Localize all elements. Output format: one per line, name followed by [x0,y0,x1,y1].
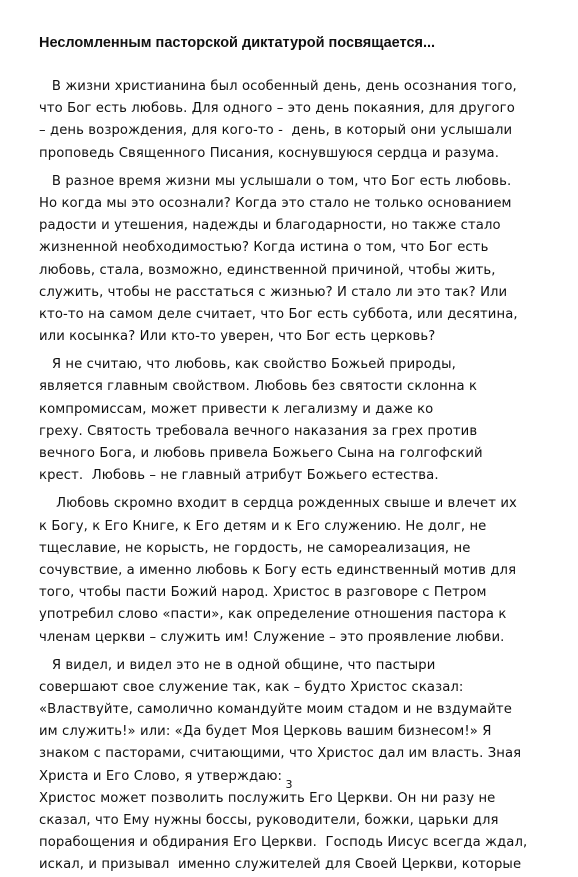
paragraph [39,76,544,165]
text-line: что Бог есть любовь. Для одного – это день покаяния, для другого [39,101,515,117]
text-line: искал, и призывал именно служителей для Своей Церкви, которые [39,857,522,873]
text-line: Любовь скромно входит в сердца рожденных свыше и влечет их [39,496,517,512]
paragraph [39,171,544,349]
text-line: тщеславие, не корысть, не гордость, не самореализация, не [39,540,471,556]
text-line: В разное время жизни мы услышали о том, что Бог есть любовь. [39,173,512,189]
text-line: Но когда мы это осознали? Когда это стало не только основанием [39,195,512,211]
paragraph [39,493,544,648]
paragraph [39,354,544,487]
text-line: Христа и Его Слово, я утверждаю: [39,768,283,784]
text-line: компромиссам, может привести к легализму и даже ко [39,401,434,417]
page-title: Несломленным пасторской диктатурой посвящается... [39,35,436,51]
text-line: того, чтобы пасти Божий народ. Христос в разговоре с Петром [39,585,487,601]
text-line: кто-то на самом деле считает, что Бог есть суббота, или десятина, [39,306,518,322]
text-line: к Богу, к Его Книге, к Его детям и к Его служению. Не долг, не [39,518,487,534]
text-line: или косынка? Или кто-то уверен, что Бог есть церковь? [39,329,436,345]
text-line: служить, чтобы не расстаться с жизнью? И стало ли это так? Или [39,284,508,300]
text-line: любовь, стала, возможно, единственной причиной, чтобы жить, [39,262,496,278]
text-line: Я не считаю, что любовь, как свойство Божьей природы, [39,357,456,373]
text-line: Христос может позволить послужить Его Церкви. Он ни разу не [39,790,496,806]
text-line: является главным свойством. Любовь без святости склонна к [39,379,478,395]
text-line: совершают свое служение так, как – будто Христос сказал: [39,679,464,695]
text-line: Я видел, и видел это не в одной общине, что пастыри [39,657,436,673]
text-line: сочувствие, а именно любовь к Богу есть единственный мотив для [39,562,517,578]
text-line: жизненной необходимостью? Когда истина о том, что Бог есть [39,240,489,256]
text-line: крест. Любовь – не главный атрибут Божьего естества. [39,468,439,484]
paragraph [39,655,544,877]
text-line: проповедь Священного Писания, коснувшуюся сердца и разума. [39,145,499,161]
text-line: порабощения и обдирания Его Церкви. Господь Иисус всегда ждал, [39,835,528,851]
body-text [39,76,544,877]
text-line: вечного Бога, и любовь привела Божьего Сына на голгофский [39,446,483,461]
text-line: радости и утешения, надежды и благодарности, но также стало [39,218,501,234]
text-line: знаком с пасторами, считающими, что Христос дал им власть. Зная [39,746,522,762]
text-line: употребил слово «пасти», как определение отношения пастора к [39,607,507,623]
text-line: греху. Святость требовала вечного наказания за грех против [39,423,478,439]
text-line: «Властвуйте, самолично командуйте моим стадом и не вздумайте [39,702,512,718]
text-line: сказал, что Ему нужны боссы, руководители, божки, царьки для [39,813,499,828]
page-number: 3 [285,778,293,791]
text-line: – день возрождения, для кого-то - день, в который они услышали [39,123,513,139]
text-line: им служить!» или: «Да будет Моя Церковь вашим бизнесом!» Я [39,724,492,740]
text-line: членам церкви – служить им! Служение – это проявление любви. [39,629,505,645]
text-line: В жизни христианина был особенный день, день осознания того, [39,79,517,94]
